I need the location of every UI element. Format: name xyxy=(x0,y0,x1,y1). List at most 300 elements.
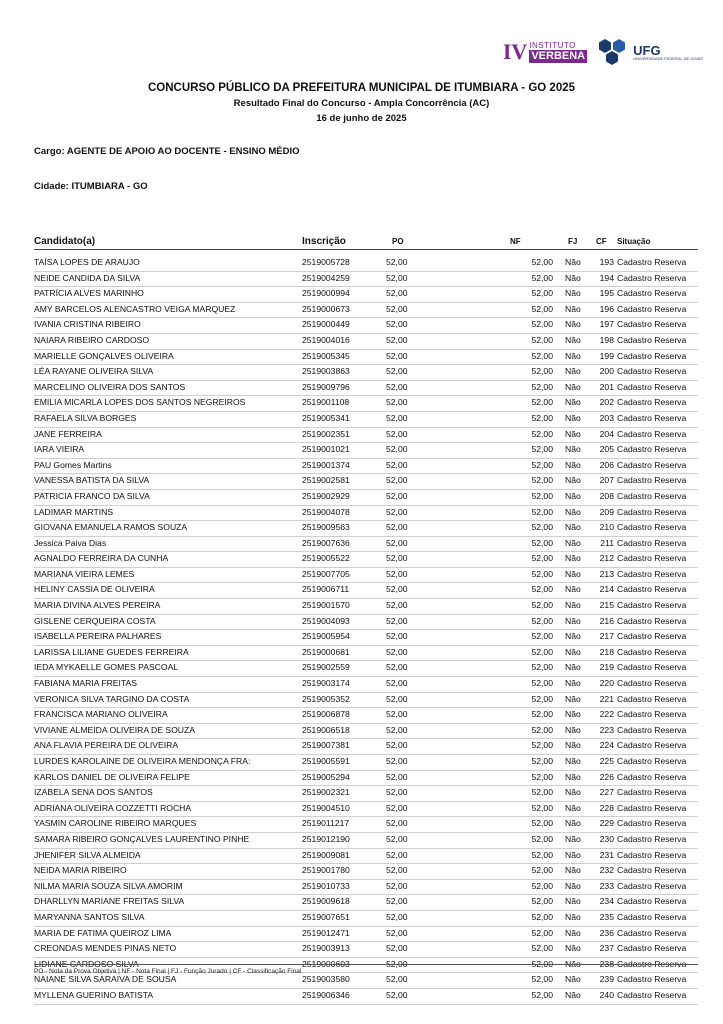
cf-rank: 207 xyxy=(599,475,614,486)
cf-rank: 210 xyxy=(599,522,614,533)
situacao: Cadastro Reserva xyxy=(617,709,687,720)
inscricao: 2519004510 xyxy=(302,802,350,813)
table-row xyxy=(34,350,698,366)
candidate-name: JHENIFER SILVA ALMEIDA xyxy=(34,849,141,860)
situacao: Cadastro Reserva xyxy=(617,724,687,735)
nf-score: 52,00 xyxy=(531,865,553,876)
situacao: Cadastro Reserva xyxy=(617,802,687,813)
inscricao: 2519003580 xyxy=(302,974,350,985)
cf-rank: 212 xyxy=(599,553,614,564)
nf-score: 52,00 xyxy=(531,319,553,330)
inscricao: 2519003913 xyxy=(302,943,350,954)
table-row xyxy=(34,334,698,350)
table-row xyxy=(34,677,698,693)
situacao: Cadastro Reserva xyxy=(617,865,687,876)
fj-value: Não xyxy=(565,553,581,564)
po-score: 52,00 xyxy=(386,709,408,720)
inscricao: 2519009618 xyxy=(302,896,350,907)
table-row xyxy=(34,474,698,490)
header-cf: CF xyxy=(596,237,607,246)
inscricao: 2519002581 xyxy=(302,475,350,486)
nf-score: 52,00 xyxy=(531,412,553,423)
fj-value: Não xyxy=(565,802,581,813)
po-score: 52,00 xyxy=(386,724,408,735)
cf-rank: 225 xyxy=(599,756,614,766)
cf-rank: 222 xyxy=(599,709,614,720)
situacao: Cadastro Reserva xyxy=(617,615,687,626)
nf-score: 52,00 xyxy=(531,958,553,969)
table-row xyxy=(34,381,698,397)
nf-score: 52,00 xyxy=(531,646,553,657)
candidate-name: RAFAELA SILVA BORGES xyxy=(34,412,137,423)
header-fj: FJ xyxy=(568,237,578,246)
situacao: Cadastro Reserva xyxy=(617,600,687,611)
situacao: Cadastro Reserva xyxy=(617,319,687,330)
candidate-name: PAU Gomes Martins xyxy=(34,459,112,470)
po-score: 52,00 xyxy=(386,412,408,423)
candidate-name: FABIANA MARIA FREITAS xyxy=(34,678,137,689)
po-score: 52,00 xyxy=(386,865,408,876)
situacao: Cadastro Reserva xyxy=(617,490,687,501)
fj-value: Não xyxy=(565,600,581,611)
inscricao: 2519006878 xyxy=(302,709,350,720)
po-score: 52,00 xyxy=(386,397,408,408)
po-score: 52,00 xyxy=(386,880,408,891)
table-row xyxy=(34,911,698,927)
candidate-name: PATRÍCIA ALVES MARINHO xyxy=(34,288,144,299)
situacao: Cadastro Reserva xyxy=(617,896,687,907)
inscricao: 2519000673 xyxy=(302,303,350,314)
table-row xyxy=(34,303,698,319)
po-score: 52,00 xyxy=(386,771,408,782)
cf-rank: 233 xyxy=(599,880,614,891)
candidate-name: IEDA MYKAELLE GOMES PASCOAL xyxy=(34,662,179,673)
nf-score: 52,00 xyxy=(531,272,553,283)
inscricao: 2519004093 xyxy=(302,615,350,626)
fj-value: Não xyxy=(565,709,581,720)
situacao: Cadastro Reserva xyxy=(617,288,687,299)
table-row xyxy=(34,724,698,740)
candidate-name: LÉA RAYANE OLIVEIRA SILVA xyxy=(34,366,154,377)
inscricao: 2519004259 xyxy=(302,272,350,283)
cf-rank: 213 xyxy=(599,568,614,579)
cf-rank: 198 xyxy=(599,334,614,345)
table-row xyxy=(34,973,698,989)
situacao: Cadastro Reserva xyxy=(617,818,687,829)
candidate-name: IVANIA CRISTINA RIBEIRO xyxy=(34,319,141,330)
po-score: 52,00 xyxy=(386,584,408,595)
table-row xyxy=(34,506,698,522)
table-row xyxy=(34,365,698,381)
situacao: Cadastro Reserva xyxy=(617,787,687,798)
situacao: Cadastro Reserva xyxy=(617,584,687,595)
situacao: Cadastro Reserva xyxy=(617,537,687,548)
footer-legend: PO - Nota da Prova Objetiva | NF - Nota Final | FJ - Função Jurado | CF - Classificação Final xyxy=(34,968,302,975)
cf-rank: 221 xyxy=(599,693,614,704)
inscricao: 2519010733 xyxy=(302,880,350,891)
nf-score: 52,00 xyxy=(531,802,553,813)
cf-rank: 239 xyxy=(599,974,614,985)
nf-score: 52,00 xyxy=(531,724,553,735)
inscricao: 2519000603 xyxy=(302,958,350,969)
cf-rank: 234 xyxy=(599,896,614,907)
iv-line2: VERBENA xyxy=(531,49,586,62)
nf-score: 52,00 xyxy=(531,522,553,533)
fj-value: Não xyxy=(565,724,581,735)
candidate-name: NEIDE CANDIDA DA SILVA xyxy=(34,272,141,283)
cf-rank: 229 xyxy=(599,818,614,829)
situacao: Cadastro Reserva xyxy=(617,756,687,766)
candidate-name: EMILIA MICARLA LOPES DOS SANTOS NEGREIROS xyxy=(34,397,246,408)
cf-rank: 197 xyxy=(599,319,614,330)
table-row xyxy=(34,849,698,865)
fj-value: Não xyxy=(565,490,581,501)
fj-value: Não xyxy=(565,584,581,595)
situacao: Cadastro Reserva xyxy=(617,366,687,377)
cf-rank: 204 xyxy=(599,428,614,439)
table-row xyxy=(34,490,698,506)
footer-divider xyxy=(34,964,698,965)
situacao: Cadastro Reserva xyxy=(617,678,687,689)
candidate-name: Jessica Paiva Dias xyxy=(34,537,107,548)
header-logos xyxy=(503,38,703,66)
candidate-name: MYLLENA GUERINO BATISTA xyxy=(34,989,154,1000)
po-score: 52,00 xyxy=(386,927,408,938)
inscricao: 2519011217 xyxy=(302,818,350,829)
table-row xyxy=(34,599,698,615)
po-score: 52,00 xyxy=(386,631,408,642)
cargo-label: Cargo: AGENTE DE APOIO AO DOCENTE - ENSINO MÉDIO xyxy=(34,146,300,157)
fj-value: Não xyxy=(565,522,581,533)
candidate-name: MARIELLE GONÇALVES OLIVEIRA xyxy=(34,350,174,361)
cf-rank: 223 xyxy=(599,724,614,735)
candidate-name: MARIANA VIEIRA LEMES xyxy=(34,568,135,579)
inscricao: 2519005341 xyxy=(302,412,350,423)
cf-rank: 214 xyxy=(599,584,614,595)
nf-score: 52,00 xyxy=(531,849,553,860)
situacao: Cadastro Reserva xyxy=(617,974,687,985)
inscricao: 2519007381 xyxy=(302,740,350,751)
fj-value: Não xyxy=(565,412,581,423)
fj-value: Não xyxy=(565,927,581,938)
nf-score: 52,00 xyxy=(531,288,553,299)
fj-value: Não xyxy=(565,428,581,439)
inscricao: 2519006518 xyxy=(302,724,350,735)
po-score: 52,00 xyxy=(386,693,408,704)
candidate-name: NAIARA RIBEIRO CARDOSO xyxy=(34,334,150,345)
po-score: 52,00 xyxy=(386,319,408,330)
iv-mark: IV xyxy=(502,39,528,64)
table-row xyxy=(34,755,698,771)
inscricao: 2519004078 xyxy=(302,506,350,517)
candidate-name: DHARLLYN MARIANE FREITAS SILVA xyxy=(34,896,185,907)
po-score: 52,00 xyxy=(386,740,408,751)
candidate-name: IARA VIEIRA xyxy=(34,444,85,455)
situacao: Cadastro Reserva xyxy=(617,833,687,844)
po-score: 52,00 xyxy=(386,958,408,969)
inscricao: 2519002321 xyxy=(302,787,350,798)
nf-score: 52,00 xyxy=(531,911,553,922)
po-score: 52,00 xyxy=(386,428,408,439)
table-row xyxy=(34,318,698,334)
nf-score: 52,00 xyxy=(531,350,553,361)
nf-score: 52,00 xyxy=(531,366,553,377)
page-subtitle: Resultado Final do Concurso - Ampla Concorrência (AC) xyxy=(233,98,490,109)
po-score: 52,00 xyxy=(386,506,408,517)
po-score: 52,00 xyxy=(386,444,408,455)
po-score: 52,00 xyxy=(386,756,408,766)
situacao: Cadastro Reserva xyxy=(617,553,687,564)
nf-score: 52,00 xyxy=(531,584,553,595)
cf-rank: 238 xyxy=(599,958,614,969)
inscricao: 2519001570 xyxy=(302,600,350,611)
situacao: Cadastro Reserva xyxy=(617,989,687,1000)
nf-score: 52,00 xyxy=(531,381,553,392)
candidate-name: IZABELA SENA DOS SANTOS xyxy=(34,787,153,798)
fj-value: Não xyxy=(565,678,581,689)
fj-value: Não xyxy=(565,989,581,1000)
inscricao: 2519005728 xyxy=(302,257,350,267)
cf-rank: 237 xyxy=(599,943,614,954)
table-row xyxy=(34,287,698,303)
inscricao: 2519003863 xyxy=(302,366,350,377)
cf-rank: 216 xyxy=(599,615,614,626)
iv-line1: INSTITUTO xyxy=(529,40,576,50)
fj-value: Não xyxy=(565,366,581,377)
inscricao: 2519000449 xyxy=(302,319,350,330)
fj-value: Não xyxy=(565,615,581,626)
nf-score: 52,00 xyxy=(531,506,553,517)
situacao: Cadastro Reserva xyxy=(617,257,687,267)
po-score: 52,00 xyxy=(386,833,408,844)
candidate-name: LIDIANE CARDOSO SILVA xyxy=(34,958,139,969)
nf-score: 52,00 xyxy=(531,257,553,267)
situacao: Cadastro Reserva xyxy=(617,771,687,782)
situacao: Cadastro Reserva xyxy=(617,880,687,891)
fj-value: Não xyxy=(565,350,581,361)
cf-rank: 217 xyxy=(599,631,614,642)
nf-score: 52,00 xyxy=(531,490,553,501)
cf-rank: 226 xyxy=(599,771,614,782)
fj-value: Não xyxy=(565,974,581,985)
situacao: Cadastro Reserva xyxy=(617,911,687,922)
candidate-name: HELINY CASSIA DE OLIVEIRA xyxy=(34,584,155,595)
table-row xyxy=(34,739,698,755)
situacao: Cadastro Reserva xyxy=(617,646,687,657)
situacao: Cadastro Reserva xyxy=(617,475,687,486)
situacao: Cadastro Reserva xyxy=(617,568,687,579)
table-row xyxy=(34,568,698,584)
cf-rank: 218 xyxy=(599,646,614,657)
candidate-name: VERONICA SILVA TARGINO DA COSTA xyxy=(34,693,190,704)
candidate-name: ADRIANA OLIVEIRA COZZETTI ROCHA xyxy=(34,802,192,813)
table-row xyxy=(34,693,698,709)
inscricao: 2519005345 xyxy=(302,350,350,361)
cf-rank: 236 xyxy=(599,927,614,938)
nf-score: 52,00 xyxy=(531,303,553,314)
candidate-name: ANA FLAVIA PEREIRA DE OLIVEIRA xyxy=(34,740,179,751)
po-score: 52,00 xyxy=(386,272,408,283)
cf-rank: 231 xyxy=(599,849,614,860)
inscricao: 2519005954 xyxy=(302,631,350,642)
table-row xyxy=(34,428,698,444)
po-score: 52,00 xyxy=(386,366,408,377)
inscricao: 2519001780 xyxy=(302,865,350,876)
cf-rank: 219 xyxy=(599,662,614,673)
table-row xyxy=(34,521,698,537)
candidate-name: VIVIANE ALMEIDA OLIVEIRA DE SOUZA xyxy=(34,724,195,735)
table-row xyxy=(34,552,698,568)
candidate-name: MARYANNA SANTOS SILVA xyxy=(34,911,145,922)
nf-score: 52,00 xyxy=(531,974,553,985)
fj-value: Não xyxy=(565,334,581,345)
fj-value: Não xyxy=(565,303,581,314)
fj-value: Não xyxy=(565,958,581,969)
nf-score: 52,00 xyxy=(531,662,553,673)
candidate-name: LARISSA LILIANE GUEDES FERREIRA xyxy=(34,646,189,657)
header-nf: NF xyxy=(510,237,521,246)
inscricao: 2519007705 xyxy=(302,568,350,579)
table-row xyxy=(34,537,698,553)
cf-rank: 196 xyxy=(599,303,614,314)
cf-rank: 230 xyxy=(599,833,614,844)
candidate-name: AGNALDO FERREIRA DA CUNHA xyxy=(34,553,169,564)
po-score: 52,00 xyxy=(386,943,408,954)
header-situacao: Situação xyxy=(617,237,651,246)
nf-score: 52,00 xyxy=(531,740,553,751)
po-score: 52,00 xyxy=(386,787,408,798)
fj-value: Não xyxy=(565,568,581,579)
situacao: Cadastro Reserva xyxy=(617,506,687,517)
inscricao: 2519001021 xyxy=(302,444,350,455)
inscricao: 2519003174 xyxy=(302,678,350,689)
fj-value: Não xyxy=(565,397,581,408)
nf-score: 52,00 xyxy=(531,771,553,782)
fj-value: Não xyxy=(565,896,581,907)
inscricao: 2519005522 xyxy=(302,553,350,564)
inscricao: 2519004016 xyxy=(302,334,350,345)
candidate-name: FRANCISCA MARIANO OLIVEIRA xyxy=(34,709,168,720)
candidate-name: JANE FERREIRA xyxy=(34,428,102,439)
table-row xyxy=(34,817,698,833)
table-row xyxy=(34,802,698,818)
table-row xyxy=(34,412,698,428)
situacao: Cadastro Reserva xyxy=(617,350,687,361)
candidate-name: YASMIN CAROLINE RIBEIRO MARQUES xyxy=(34,818,197,829)
po-score: 52,00 xyxy=(386,459,408,470)
nf-score: 52,00 xyxy=(531,880,553,891)
nf-score: 52,00 xyxy=(531,678,553,689)
situacao: Cadastro Reserva xyxy=(617,740,687,751)
candidate-name: MARCELINO OLIVEIRA DOS SANTOS xyxy=(34,381,186,392)
situacao: Cadastro Reserva xyxy=(617,412,687,423)
nf-score: 52,00 xyxy=(531,553,553,564)
cf-rank: 201 xyxy=(599,381,614,392)
po-score: 52,00 xyxy=(386,615,408,626)
nf-score: 52,00 xyxy=(531,818,553,829)
candidate-name: GISLENE CERQUEIRA COSTA xyxy=(34,615,156,626)
situacao: Cadastro Reserva xyxy=(617,693,687,704)
candidate-name: CREONDAS MENDES PINAS NETO xyxy=(34,943,177,954)
candidate-name: AMY BARCELOS ALENCASTRO VEIGA MARQUEZ xyxy=(34,303,236,314)
situacao: Cadastro Reserva xyxy=(617,303,687,314)
situacao: Cadastro Reserva xyxy=(617,662,687,673)
fj-value: Não xyxy=(565,693,581,704)
cf-rank: 203 xyxy=(599,412,614,423)
po-score: 52,00 xyxy=(386,303,408,314)
fj-value: Não xyxy=(565,818,581,829)
cf-rank: 193 xyxy=(599,257,614,267)
po-score: 52,00 xyxy=(386,896,408,907)
situacao: Cadastro Reserva xyxy=(617,522,687,533)
po-score: 52,00 xyxy=(386,381,408,392)
po-score: 52,00 xyxy=(386,257,408,267)
situacao: Cadastro Reserva xyxy=(617,272,687,283)
candidate-name: SAMARA RIBEIRO GONÇALVES LAURENTINO PINHE xyxy=(34,833,250,844)
po-score: 52,00 xyxy=(386,818,408,829)
inscricao: 2519000994 xyxy=(302,288,350,299)
candidate-name: KARLOS DANIEL DE OLIVEIRA FELIPE xyxy=(34,771,190,782)
po-score: 52,00 xyxy=(386,849,408,860)
nf-score: 52,00 xyxy=(531,631,553,642)
table-row xyxy=(34,661,698,677)
fj-value: Não xyxy=(565,833,581,844)
po-score: 52,00 xyxy=(386,662,408,673)
fj-value: Não xyxy=(565,911,581,922)
nf-score: 52,00 xyxy=(531,787,553,798)
table-row xyxy=(34,615,698,631)
table-row xyxy=(34,786,698,802)
nf-score: 52,00 xyxy=(531,600,553,611)
po-score: 52,00 xyxy=(386,974,408,985)
inscricao: 2519005591 xyxy=(302,756,350,766)
cf-rank: 205 xyxy=(599,444,614,455)
po-score: 52,00 xyxy=(386,802,408,813)
po-score: 52,00 xyxy=(386,553,408,564)
ufg-hexagon-icon xyxy=(597,38,629,66)
fj-value: Não xyxy=(565,475,581,486)
po-score: 52,00 xyxy=(386,475,408,486)
fj-value: Não xyxy=(565,756,581,766)
inscricao: 2519002929 xyxy=(302,490,350,501)
inscricao: 2519009081 xyxy=(302,849,350,860)
table-header xyxy=(34,236,698,250)
situacao: Cadastro Reserva xyxy=(617,631,687,642)
inscricao: 2519006711 xyxy=(302,584,350,595)
po-score: 52,00 xyxy=(386,288,408,299)
situacao: Cadastro Reserva xyxy=(617,428,687,439)
candidate-name: VANESSA BATISTA DA SILVA xyxy=(34,475,150,486)
table-row xyxy=(34,864,698,880)
po-score: 52,00 xyxy=(386,334,408,345)
po-score: 52,00 xyxy=(386,646,408,657)
cf-rank: 215 xyxy=(599,600,614,611)
fj-value: Não xyxy=(565,740,581,751)
page-title: CONCURSO PÚBLICO DA PREFEITURA MUNICIPAL DE ITUMBIARA - GO 2025 xyxy=(147,82,576,94)
nf-score: 52,00 xyxy=(531,709,553,720)
candidate-name: MARIA DE FATIMA QUEIROZ LIMA xyxy=(34,927,172,938)
inscricao: 2519002351 xyxy=(302,428,350,439)
inscricao: 2519002559 xyxy=(302,662,350,673)
cf-rank: 224 xyxy=(599,740,614,751)
cf-rank: 208 xyxy=(599,490,614,501)
fj-value: Não xyxy=(565,631,581,642)
po-score: 52,00 xyxy=(386,678,408,689)
header-po: PO xyxy=(392,237,404,246)
fj-value: Não xyxy=(565,880,581,891)
fj-value: Não xyxy=(565,943,581,954)
nf-score: 52,00 xyxy=(531,444,553,455)
